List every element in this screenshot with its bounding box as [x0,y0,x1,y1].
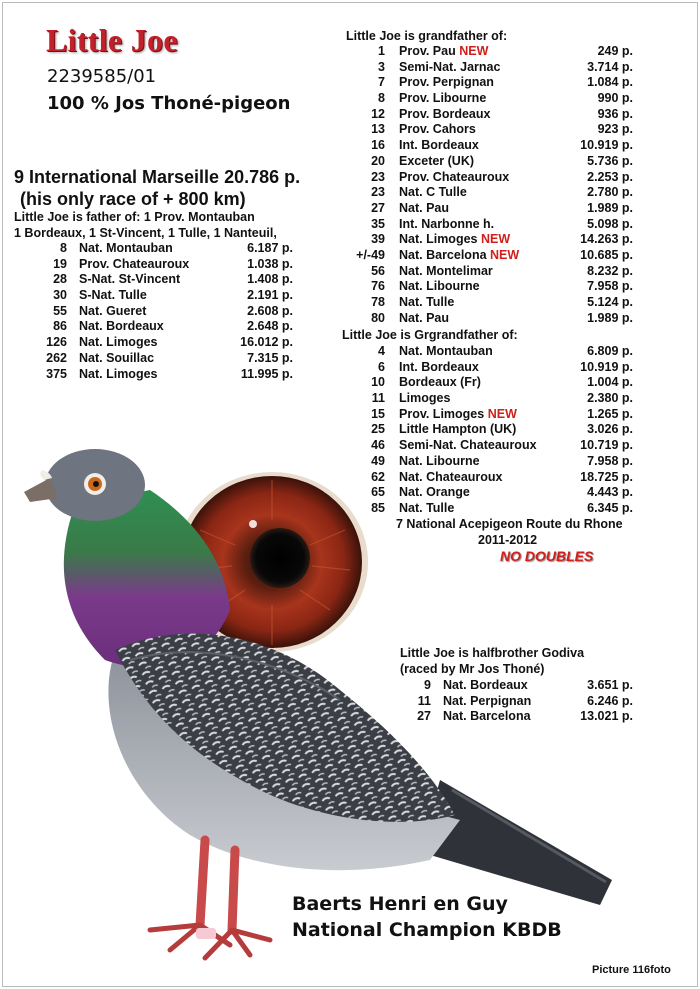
result-race [443,709,531,723]
result-race-name: Nat. Perpignan [443,693,532,708]
greatgrandfather-results-table [0,344,700,517]
result-race-name: Nat. Souillac [79,350,155,365]
result-points: 1.265 p. [587,406,633,421]
result-points: 2.608 p. [247,303,293,318]
result-row [0,217,700,233]
result-row [0,470,700,486]
result-points: 3.026 p. [587,422,633,437]
marseille-result: 9 International Marseille 20.786 p. [14,167,301,187]
result-row [0,422,700,438]
result-rank: 23 [371,185,385,200]
result-rank: 30 [53,288,67,303]
result-race [399,138,479,152]
result-race-name: Int. Bordeaux [399,359,479,374]
result-rank: 10 [371,375,385,390]
result-race [443,678,528,692]
halfbrother-subheading: (raced by Mr Jos Thoné) [400,662,545,676]
result-row [0,295,700,311]
marseille-note: (his only race of + 800 km) [20,189,246,209]
result-race [399,422,516,436]
result-rank: 80 [371,310,385,325]
result-race-name: Semi-Nat. Chateauroux [399,438,537,453]
result-race-name: S-Nat. St-Vincent [79,272,181,287]
result-row [0,122,700,138]
result-race [399,170,509,184]
result-rank: 1 [378,44,385,58]
result-points: 990 p. [597,91,633,106]
result-points: 3.651 p. [587,678,633,692]
result-points: 2.648 p. [247,319,293,334]
result-points: 923 p. [597,122,633,137]
result-rank: 46 [371,438,385,453]
result-race-name: Int. Bordeaux [399,138,479,153]
result-points: 16.012 p. [240,335,293,350]
result-race-name: Nat. Chateauroux [399,469,503,484]
result-row [0,107,700,123]
grandfather-results-table [0,44,700,326]
result-points: 2.253 p. [587,169,633,184]
pigeon-name: Little Joe [46,22,178,58]
result-points: 11.995 p. [240,366,293,381]
result-points: 5.736 p. [587,153,633,168]
result-points: 2.380 p. [587,391,633,406]
result-race-name: Prov. Chateauroux [399,169,510,184]
owner-title: National Champion KBDB [292,919,562,941]
father-intro-line2: 1 Bordeaux, 1 St-Vincent, 1 Tulle, 1 Nanteuil, [14,226,277,240]
result-row [0,709,700,725]
result-race [399,248,519,262]
result-race [399,375,481,389]
result-race [399,201,449,215]
result-rank: 11 [371,391,385,406]
result-rank: 6 [378,359,385,374]
result-race [399,107,490,121]
result-row [0,264,700,280]
result-row [0,170,700,186]
result-race [399,470,503,484]
result-race-name: Exceter (UK) [399,153,475,168]
result-row [0,485,700,501]
result-rank: 27 [371,200,385,215]
result-points: 3.714 p. [587,59,633,74]
pigeon-tail [420,780,612,905]
result-race [399,217,494,231]
result-race [443,694,531,708]
result-points: 2.780 p. [587,185,633,200]
result-rank: 8 [378,91,385,106]
result-race [399,185,467,199]
result-race-name: Int. Narbonne h. [399,216,495,231]
result-race [399,264,493,278]
result-race-name: Nat. Bordeaux [79,319,164,334]
result-row [0,454,700,470]
result-rank: 7 [378,75,385,90]
result-rank: 65 [371,485,385,500]
result-rank: 49 [371,453,385,468]
result-race-name: Bordeaux (Fr) [399,375,481,390]
result-rank: 19 [53,256,67,271]
result-row [0,438,700,454]
result-race-name: Nat. Limoges [79,335,158,350]
result-race [399,485,470,499]
new-badge: NEW [487,406,517,421]
result-points: 6.187 p. [247,241,293,255]
result-rank: 9 [424,678,431,692]
result-points: 1.989 p. [587,310,633,325]
result-race-name: Limoges [399,391,451,406]
result-race-name: Nat. Bordeaux [443,678,528,692]
halfbrother-heading: Little Joe is halfbrother Godiva [400,646,585,660]
season-line: 2011-2012 [478,533,538,547]
result-row [0,60,700,76]
new-badge: NEW [459,44,489,58]
result-points: 8.232 p. [587,263,633,278]
result-row [0,279,700,295]
result-race-name: Nat. Montauban [399,344,493,358]
result-points: 6.345 p. [587,500,633,515]
result-rank: 126 [46,335,67,350]
result-points: 10.719 p. [580,438,633,453]
result-race-name: Prov. Limoges [399,406,485,421]
result-race-name: Prov. Bordeaux [399,106,491,121]
result-race [399,91,486,105]
result-rank: 85 [371,500,385,515]
halfbrother-results-table [0,678,700,725]
result-race-name: Nat. Barcelona [443,709,531,724]
result-points: 936 p. [597,106,633,121]
result-race-name: Little Hampton (UK) [399,422,517,437]
result-row [0,678,700,694]
result-points: 7.958 p. [587,279,633,294]
result-row [0,501,700,517]
leg-ring [196,928,216,939]
result-points: 249 p. [597,44,633,58]
result-race-name: Nat. Gueret [79,303,147,318]
result-row [0,232,700,248]
no-doubles-label: NO DOUBLES [500,548,594,564]
result-points: 1.408 p. [247,272,293,287]
result-row [0,391,700,407]
result-race-name: Prov. Libourne [399,91,487,106]
result-row [0,311,700,327]
picture-credit: Picture 116foto [592,964,671,976]
result-points: 1.989 p. [587,200,633,215]
result-rank: 86 [53,319,67,334]
result-race-name: Nat. Limoges [399,232,478,247]
result-race-name: Nat. Limoges [79,366,158,381]
result-race [399,279,480,293]
ring-number: 2239585/01 [47,66,157,87]
result-rank: 39 [371,232,385,247]
result-rank: 4 [378,344,385,358]
result-race-name: S-Nat. Tulle [79,288,147,303]
owner-name: Baerts Henri en Guy [292,893,508,915]
result-race-name: Prov. Perpignan [399,75,494,90]
result-row [0,91,700,107]
result-row [0,201,700,217]
result-rank: 28 [53,272,67,287]
result-points: 5.124 p. [587,295,633,309]
grandfather-heading: Little Joe is grandfather of: [346,29,508,43]
result-rank: 8 [60,241,67,255]
result-race [399,60,500,74]
result-points: 13.021 p. [580,709,633,724]
greatgrandfather-heading: Little Joe is Grgrandfather of: [342,328,518,342]
result-rank: 13 [371,122,385,137]
result-race-name: Nat. Libourne [399,453,480,468]
new-badge: NEW [490,247,520,262]
result-race [399,501,454,515]
result-rank: 20 [371,153,385,168]
result-points: 10.919 p. [580,138,633,153]
result-row [0,360,700,376]
result-rank: 12 [371,106,385,121]
new-badge: NEW [480,232,511,247]
result-points: 10.919 p. [580,359,633,374]
result-race [399,438,537,452]
result-points: 18.725 p. [580,469,633,484]
result-race-name: Nat. Libourne [399,279,480,294]
result-race [399,407,517,421]
result-row [0,248,700,264]
result-points: 14.263 p. [580,232,633,247]
result-rank: 25 [371,422,385,437]
result-rank: 16 [371,138,385,153]
result-points: 4.443 p. [587,485,633,500]
result-race [399,295,454,309]
result-race-name: Nat. Tulle [399,500,455,515]
result-rank: 262 [46,350,67,365]
result-points: 7.315 p. [247,350,293,365]
result-race [399,122,476,136]
result-race-name: Semi-Nat. Jarnac [399,59,501,74]
result-row [0,185,700,201]
result-row [0,694,700,710]
result-row [0,75,700,91]
result-race [399,154,474,168]
result-row [0,407,700,423]
result-race [399,344,493,358]
result-race-name: Prov. Cahors [399,122,476,137]
result-race-name: Nat. C Tulle [399,185,467,200]
result-race-name: Nat. Tulle [399,295,455,309]
result-race [399,232,510,246]
result-points: 6.809 p. [587,344,633,358]
result-points: 2.191 p. [247,288,293,303]
result-rank: 23 [371,169,385,184]
result-rank: 35 [371,216,385,231]
result-points: 5.098 p. [587,216,633,231]
acepigeon-line: 7 National Acepigeon Route du Rhone [396,517,623,531]
result-race-name: Nat. Orange [399,485,470,500]
result-points: 6.246 p. [587,693,633,708]
result-points: 1.004 p. [587,375,633,390]
result-points: 1.038 p. [247,256,293,271]
result-race [399,44,488,58]
result-rank: 62 [371,469,385,484]
result-rank: 55 [53,303,67,318]
result-race [399,360,479,374]
result-points: 1.084 p. [587,75,633,90]
origin-line: 100 % Jos Thoné-pigeon [47,93,291,114]
result-row [0,44,700,60]
result-rank: +/-49 [356,247,385,262]
result-row [0,375,700,391]
result-race-name: Nat. Barcelona [399,247,487,262]
result-race-name: Prov. Chateauroux [79,256,190,271]
result-row [0,138,700,154]
result-race-name: Nat. Montelimar [399,263,493,278]
result-rank: 27 [417,709,431,724]
result-points: 7.958 p. [587,453,633,468]
result-rank: 11 [417,693,431,708]
result-race [399,75,494,89]
result-race [399,311,449,325]
result-rank: 76 [371,279,385,294]
result-points: 10.685 p. [580,247,633,262]
result-rank: 375 [46,366,67,381]
result-race-name: Nat. Montauban [79,241,173,255]
result-row [0,344,700,360]
result-rank: 56 [371,263,385,278]
result-rank: 78 [371,295,385,309]
result-rank: 3 [378,59,385,74]
father-intro-line1: Little Joe is father of: 1 Prov. Montauban [14,210,255,224]
result-race-name: Nat. Pau [399,310,450,325]
result-race-name: Prov. Pau [399,44,456,58]
result-race [399,391,450,405]
result-rank: 15 [371,406,385,421]
result-race [399,454,480,468]
result-row [0,154,700,170]
result-race-name: Nat. Pau [399,200,450,215]
